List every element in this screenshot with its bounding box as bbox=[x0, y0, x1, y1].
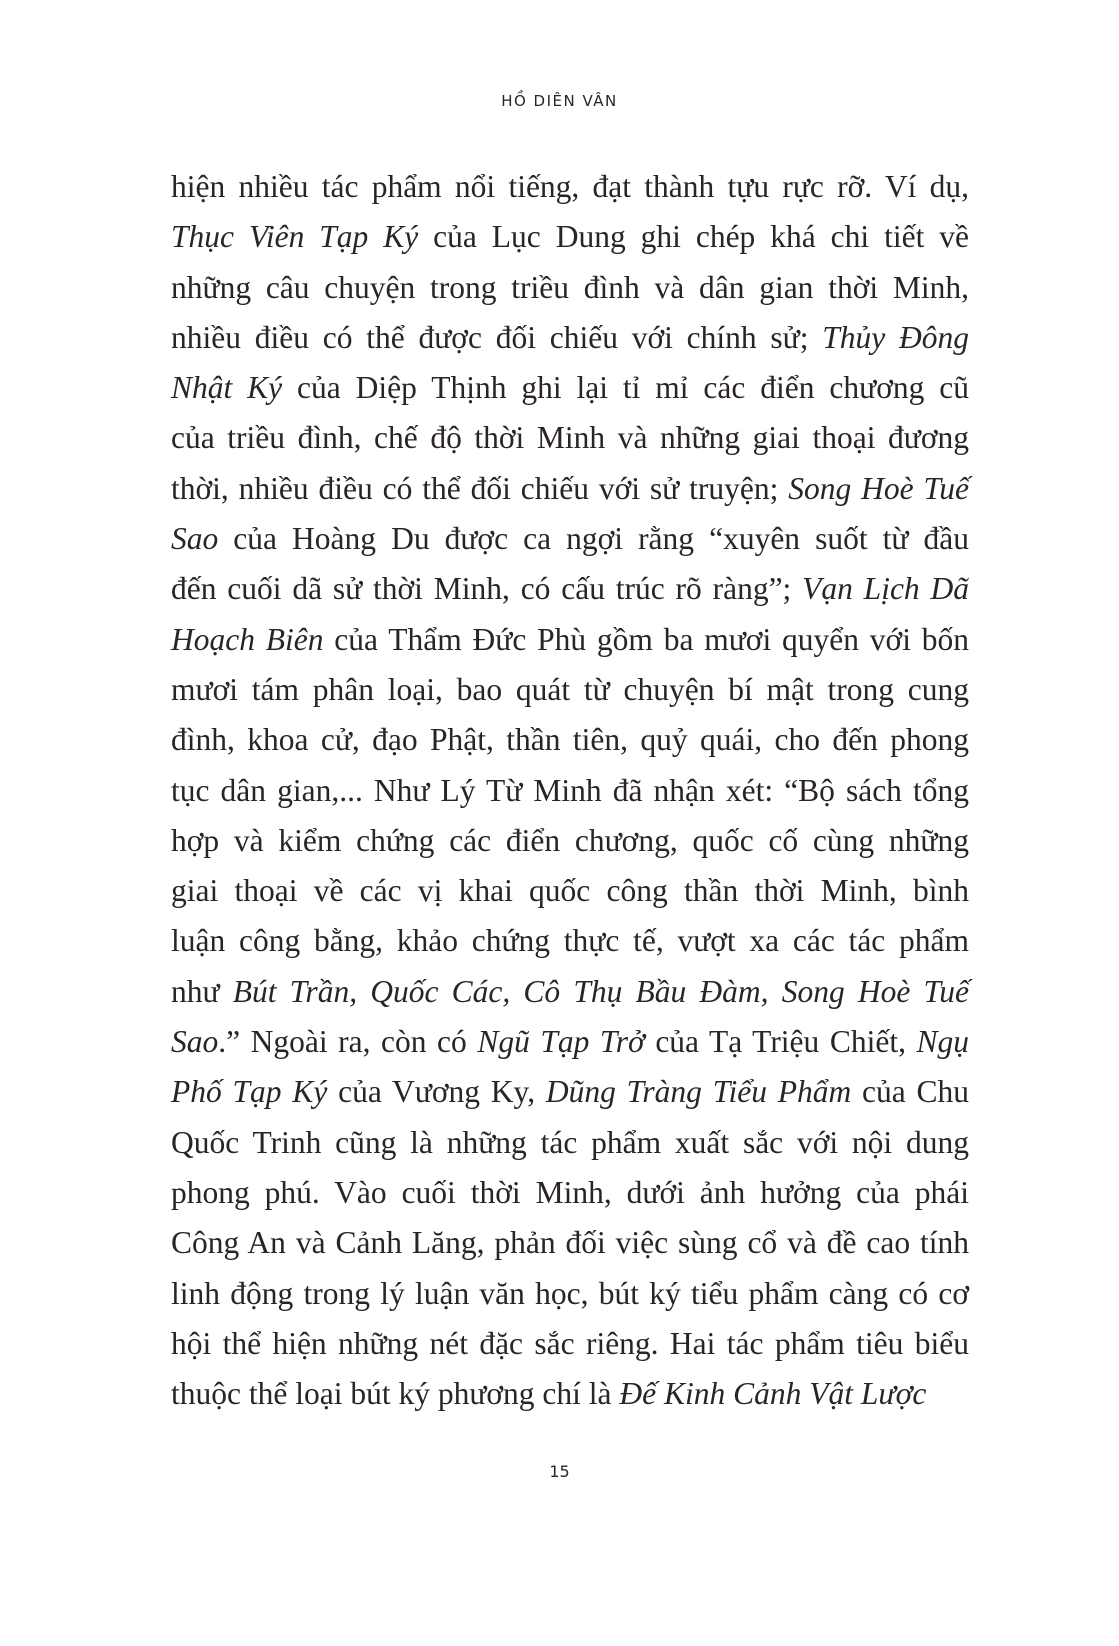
italic-title-run: Bút Trần, Quốc Các, Cô Thụ Bầu Đàm, Song Hoè Tuế bbox=[232, 973, 970, 1009]
italic-title-run: Phố Tạp Ký bbox=[171, 1074, 328, 1110]
text-run: đình, khoa cử, đạo Phật, thần tiên, quỷ quái, cho đến phong bbox=[171, 722, 969, 758]
text-run: giai thoại về các vị khai quốc công thần thời Minh, bình bbox=[171, 873, 969, 909]
page-number: 15 bbox=[549, 1462, 570, 1481]
running-header: HỒ DIÊN VÂN bbox=[501, 92, 618, 110]
text-line bbox=[171, 212, 969, 262]
text-line bbox=[171, 1369, 969, 1419]
text-line bbox=[171, 715, 969, 765]
text-line bbox=[171, 615, 969, 665]
italic-title-run: Song Hoè Tuế bbox=[788, 470, 969, 506]
text-run: luận công bằng, khảo chứng thực tế, vượt xa các tác phẩm bbox=[171, 923, 969, 959]
italic-title-run: Thục Viên Tạp Ký bbox=[171, 219, 419, 255]
italic-title-run: Vạn Lịch Dã bbox=[802, 571, 969, 607]
text-line bbox=[171, 967, 969, 1017]
text-run: nhiều điều có thể được đối chiếu với chính sử; bbox=[171, 319, 823, 355]
text-line bbox=[171, 1017, 969, 1067]
text-line bbox=[171, 1269, 969, 1319]
text-line bbox=[171, 1319, 969, 1369]
text-line bbox=[171, 363, 969, 413]
italic-title-run: Thủy Đông bbox=[822, 319, 969, 355]
text-run: của triều đình, chế độ thời Minh và những giai thoại đương bbox=[171, 420, 969, 456]
italic-title-run: Ngũ Tạp Trở bbox=[477, 1024, 645, 1060]
text-line bbox=[171, 1067, 969, 1117]
text-line bbox=[171, 866, 969, 916]
italic-title-run: Nhật Ký bbox=[171, 370, 283, 406]
text-run: thời, nhiều điều có thể đối chiếu với sử truyện; bbox=[171, 470, 789, 506]
text-run: của Hoàng Du được ca ngợi rằng “xuyên suốt từ đầu bbox=[218, 521, 969, 557]
text-run: mươi tám phân loại, bao quát từ chuyện bí mật trong cung bbox=[171, 671, 969, 707]
text-line bbox=[171, 514, 969, 564]
text-line bbox=[171, 916, 969, 966]
italic-title-run: Đế Kinh Cảnh Vật Lược bbox=[619, 1376, 927, 1412]
text-run: linh động trong lý luận văn học, bút ký tiểu phẩm càng có cơ bbox=[171, 1275, 969, 1311]
text-run: của Lục Dung ghi chép khá chi tiết về bbox=[418, 219, 969, 255]
italic-title-run: Dũng Tràng Tiểu Phẩm bbox=[545, 1074, 852, 1110]
text-line bbox=[171, 1218, 969, 1268]
text-line bbox=[171, 413, 969, 463]
text-line bbox=[171, 263, 969, 313]
text-run: như bbox=[171, 973, 233, 1009]
text-run: thuộc thể loại bút ký phương chí là bbox=[171, 1376, 620, 1412]
italic-title-run: Ngụ bbox=[916, 1024, 969, 1060]
text-line bbox=[171, 1118, 969, 1168]
text-line bbox=[171, 1168, 969, 1218]
text-line bbox=[171, 766, 969, 816]
text-run: của Tạ Triệu Chiết, bbox=[644, 1024, 917, 1060]
text-run: đến cuối dã sử thời Minh, có cấu trúc rõ ràng”; bbox=[171, 571, 803, 607]
italic-title-run: Sao bbox=[171, 521, 219, 557]
text-line bbox=[171, 816, 969, 866]
text-run: của Thẩm Đức Phù gồm ba mươi quyển với bốn bbox=[323, 621, 969, 657]
text-run: của Chu bbox=[851, 1074, 969, 1110]
text-run: Công An và Cảnh Lăng, phản đối việc sùng cổ và đề cao tính bbox=[171, 1225, 969, 1261]
text-run: hợp và kiểm chứng các điển chương, quốc cố cùng những bbox=[171, 822, 969, 858]
text-run: tục dân gian,... Như Lý Từ Minh đã nhận xét: “Bộ sách tổng bbox=[171, 772, 969, 808]
text-run: hội thể hiện những nét đặc sắc riêng. Hai tác phẩm tiêu biểu bbox=[171, 1325, 969, 1361]
text-line bbox=[171, 564, 969, 614]
text-run: của Diệp Thịnh ghi lại tỉ mỉ các điển chương cũ bbox=[282, 370, 969, 406]
italic-title-run: Hoạch Biên bbox=[171, 621, 324, 657]
text-line bbox=[171, 313, 969, 363]
text-run: .” Ngoài ra, còn có bbox=[218, 1024, 478, 1060]
text-line bbox=[171, 162, 969, 212]
italic-title-run: Sao bbox=[171, 1024, 219, 1060]
text-line bbox=[171, 665, 969, 715]
text-line bbox=[171, 464, 969, 514]
text-run: của Vương Ky, bbox=[327, 1074, 546, 1110]
text-run: hiện nhiều tác phẩm nổi tiếng, đạt thành tựu rực rỡ. Ví dụ, bbox=[171, 169, 969, 204]
body-text bbox=[171, 162, 969, 1419]
text-run: Quốc Trinh cũng là những tác phẩm xuất sắc với nội dung bbox=[171, 1124, 969, 1160]
text-run: phong phú. Vào cuối thời Minh, dưới ảnh hưởng của phái bbox=[171, 1174, 969, 1210]
text-run: những câu chuyện trong triều đình và dân gian thời Minh, bbox=[171, 269, 969, 305]
